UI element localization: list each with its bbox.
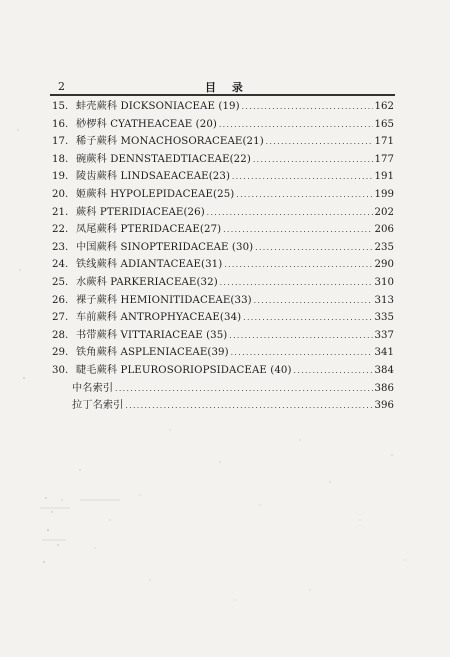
toc-entry-page: 337 (374, 329, 394, 341)
toc-entry-label: 车前蕨科 ANTROPHYACEAE(34) (76, 312, 242, 324)
toc-entry-number: 21. (52, 206, 69, 218)
toc-entry-page: 202 (374, 206, 394, 218)
toc-entry-number: 25. (52, 276, 69, 288)
toc-entry-label: 蕨科 PTERIDIACEAE(26) (76, 206, 205, 218)
toc-entry-number: 22. (52, 224, 69, 236)
toc-entry-page: 165 (374, 118, 394, 130)
page-title: 目 录 (205, 81, 249, 94)
toc-entry-label: 陵齿蕨科 LINDSAEACEAE(23) (76, 171, 231, 183)
toc-entry-label: 铁线蕨科 ADIANTACEAE(31) (76, 259, 223, 271)
page-number: 2 (58, 80, 65, 93)
toc-entry-page: 386 (374, 382, 394, 394)
toc-entry-label: 水蕨科 PARKERIACEAE(32) (76, 276, 218, 288)
toc-entry-page: 384 (374, 364, 394, 376)
toc-entry-label: 碗蕨科 DENNSTAEDTIACEAE(22) (76, 153, 251, 165)
toc-entry-label: 姬蕨科 HYPOLEPIDACEAE(25) (76, 188, 235, 200)
toc-entry-label: 稀子蕨科 MONACHOSORACEAE(21) (76, 136, 264, 148)
toc-entry-number: 28. (52, 329, 69, 341)
toc-entry-label: 中国蕨科 SINOPTERIDACEAE (30) (76, 241, 254, 253)
toc-entry-page: 310 (374, 276, 394, 288)
toc-entry-page: 162 (374, 101, 394, 112)
toc-entry-number: 26. (52, 294, 69, 306)
toc-entry-page: 235 (374, 241, 394, 253)
toc-entry-label: 桫椤科 CYATHEACEAE (20) (76, 118, 217, 130)
toc-entry-label: 凤尾蕨科 PTERIDACEAE(27) (76, 224, 222, 236)
toc-entry-page: 341 (374, 347, 394, 359)
toc-entry-label: 蚌壳蕨科 DICKSONIACEAE (19) (76, 101, 240, 112)
toc-entry-page: 199 (374, 188, 394, 200)
toc-entry-label: 铁角蕨科 ASPLENIACEAE(39) (76, 347, 229, 359)
toc-entry-number: 24. (52, 259, 69, 271)
toc-entry-number: 18. (52, 153, 69, 165)
toc-entry-page: 206 (374, 224, 394, 236)
toc-entry-label: 书带蕨科 VITTARIACEAE (35) (76, 329, 228, 341)
toc-entry-page: 290 (374, 259, 394, 271)
toc-entry-page: 177 (374, 153, 394, 165)
toc-entry-page: 313 (374, 294, 394, 306)
toc-entry-number: 23. (52, 241, 69, 253)
toc-entry-page: 396 (374, 400, 394, 412)
toc-entry-label: 裸子蕨科 HEMIONITIDACEAE(33) (76, 294, 252, 306)
toc-entry-number: 17. (52, 136, 69, 148)
toc-entry-label: 拉丁名索引 (72, 400, 124, 412)
toc-entry-number: 19. (52, 171, 69, 183)
toc-entry-label: 中名索引 (72, 382, 114, 394)
toc-entry-number: 27. (52, 312, 69, 324)
toc-entry-page: 335 (374, 312, 394, 324)
toc-entry-label: 睫毛蕨科 PLEUROSORIOPSIDACEAE (40) (76, 364, 292, 376)
toc-entry-number: 16. (52, 118, 69, 130)
toc-entry-number: 15. (52, 101, 69, 112)
toc-entry-number: 30. (52, 364, 69, 376)
toc-entry-page: 171 (374, 136, 394, 148)
toc-entry-page: 191 (374, 171, 394, 183)
toc-entry-number: 20. (52, 188, 69, 200)
toc-entry-number: 29. (52, 347, 69, 359)
